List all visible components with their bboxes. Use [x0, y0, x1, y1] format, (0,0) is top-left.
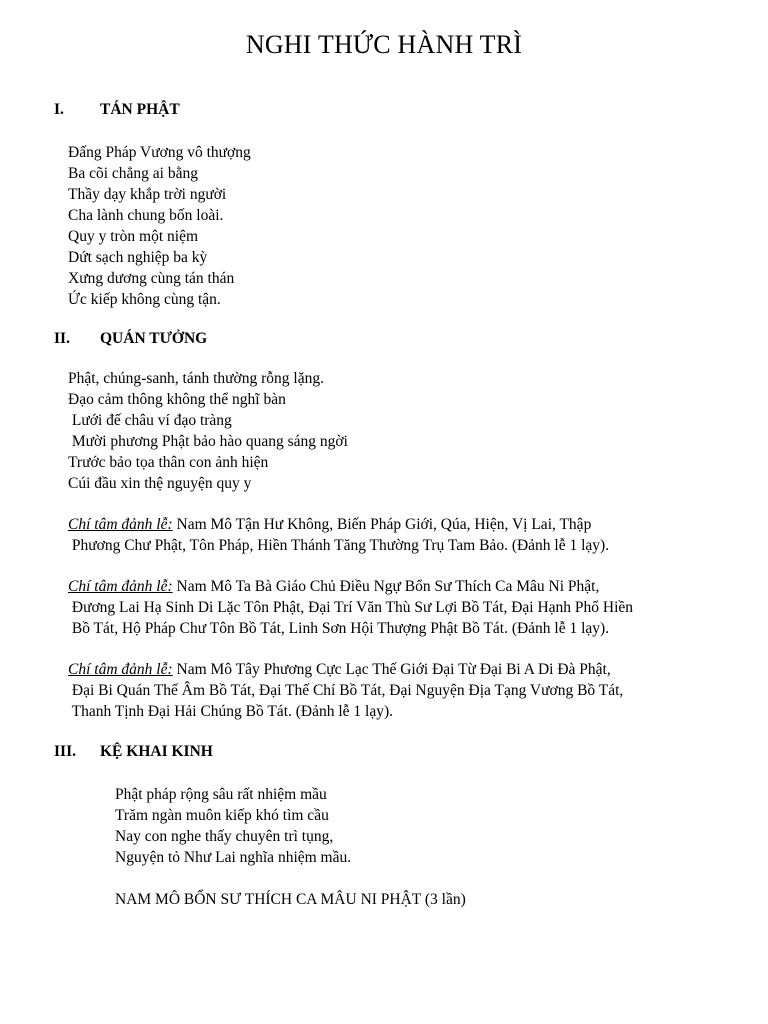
prostration-text: Nam Mô Tận Hư Không, Biến Pháp Giới, Qúa, Hiện, Vị Lai, Thập [172, 516, 592, 533]
prostration-text: Phương Chư Phật, Tôn Pháp, Hiền Thánh Tăng Thường Trụ Tam Bảo. (Đảnh lễ 1 lạy). [68, 537, 610, 554]
verse-tan-phat [68, 142, 251, 310]
verse-quan-tuong [68, 368, 348, 494]
verse-line: Lưới đế châu ví đạo tràng [68, 412, 232, 429]
prostration-text: Nam Mô Tây Phương Cực Lạc Thế Giới Đại Từ Đại Bi A Di Đà Phật, [172, 661, 611, 678]
prostration-text: Bồ Tát, Hộ Pháp Chư Tôn Bồ Tát, Linh Sơn Hội Thượng Phật Bồ Tát. (Đảnh lễ 1 lạy). [68, 620, 610, 637]
prostration-paragraph [68, 659, 623, 722]
prostration-lead: Chí tâm đảnh lễ: [68, 578, 173, 595]
verse-line: Nguyện tỏ Như Lai nghĩa nhiệm mầu. [115, 849, 352, 866]
verse-line: Ba cõi chẳng ai bằng [68, 165, 198, 182]
prostration-paragraph [68, 576, 633, 639]
invocation-line: NAM MÔ BỔN SƯ THÍCH CA MÂU NI PHẬT (3 lần) [115, 891, 466, 908]
verse-line: Cha lành chung bốn loài. [68, 207, 224, 224]
verse-line: Trăm ngàn muôn kiếp khó tìm cầu [115, 807, 329, 824]
prostration-text: Thanh Tịnh Đại Hải Chúng Bồ Tát. (Đảnh lễ 1 lạy). [68, 703, 394, 720]
section-title: QUÁN TƯỞNG [100, 330, 208, 347]
prostration-text: Đương Lai Hạ Sinh Di Lặc Tôn Phật, Đại Trí Văn Thù Sư Lợi Bồ Tát, Đại Hạnh Phổ Hiền [68, 599, 634, 616]
prostration-lead: Chí tâm đảnh lễ: [68, 516, 173, 533]
invocation [115, 889, 466, 910]
verse-line: Ức kiếp không cùng tận. [68, 291, 221, 308]
verse-ke-khai-kinh [115, 784, 351, 868]
section-number: I. [54, 101, 64, 118]
verse-line: Đấng Pháp Vương vô thượng [68, 144, 251, 161]
verse-line: Thầy dạy khắp trời người [68, 186, 227, 203]
verse-line: Phật pháp rộng sâu rất nhiệm mầu [115, 786, 327, 803]
verse-line: Mười phương Phật bảo hào quang sáng ngời [68, 433, 348, 450]
section-title: TÁN PHẬT [100, 101, 180, 118]
section-title: KỆ KHAI KINH [100, 743, 213, 760]
verse-line: Dứt sạch nghiệp ba kỳ [68, 249, 208, 266]
prostration-paragraph [68, 514, 609, 556]
document-title: NGHI THỨC HÀNH TRÌ [245, 30, 523, 59]
verse-line: Phật, chúng-sanh, tánh thường rỗng lặng. [68, 370, 324, 387]
verse-line: Nay con nghe thấy chuyên trì tụng, [115, 828, 334, 845]
verse-line: Đạo cảm thông không thể nghĩ bàn [68, 391, 286, 408]
prostration-text: Đại Bi Quán Thế Âm Bồ Tát, Đại Thế Chí Bồ Tát, Đại Nguyện Địa Tạng Vương Bồ Tát, [68, 682, 624, 699]
verse-line: Cúi đầu xin thệ nguyện quy y [68, 475, 252, 492]
verse-line: Quy y tròn một niệm [68, 228, 199, 245]
prostration-lead: Chí tâm đảnh lễ: [68, 661, 173, 678]
verse-line: Xưng dương cùng tán thán [68, 270, 235, 287]
section-number: III. [54, 743, 76, 760]
prostration-text: Nam Mô Ta Bà Giáo Chủ Điều Ngự Bổn Sư Thích Ca Mâu Ni Phật, [172, 578, 600, 595]
section-number: II. [54, 330, 70, 347]
verse-line: Trước bảo tọa thân con ảnh hiện [68, 454, 269, 471]
